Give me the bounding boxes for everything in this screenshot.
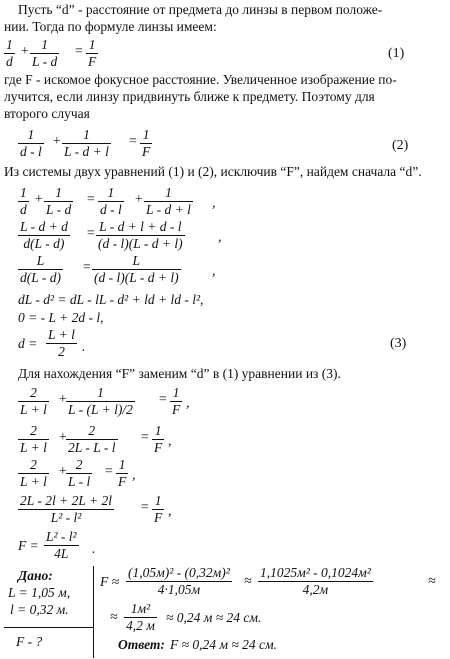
denominator: L - l [68, 474, 91, 489]
denominator: F [154, 440, 163, 455]
text-line: Для нахождения “F” заменим “d” в (1) уравнении из (3). [18, 366, 341, 381]
denominator: L + l [20, 474, 47, 489]
numerator: 2 [75, 457, 83, 472]
comma: , [212, 264, 216, 279]
period: . [92, 542, 96, 557]
denominator: 4·1,05м [157, 582, 201, 597]
answer-label: Ответ: [118, 637, 165, 652]
text-line: Из системы двух уравнений (1) и (2), исключив “F”, найдем сначала “d”. [4, 164, 422, 179]
numerator: 1 [83, 127, 90, 142]
comma: , [168, 434, 172, 449]
equation-line: dL - d² = dL - lL - d² + ld + ld - l², [18, 292, 204, 307]
numerator: 2 [30, 423, 37, 438]
fraction [170, 386, 182, 417]
fraction [18, 494, 114, 525]
numerator: 1 [107, 185, 115, 200]
plus-sign: + [58, 392, 68, 407]
numerator: (1,05м)² - (0,32м)² [128, 565, 230, 580]
fraction [86, 38, 98, 69]
equation-line: 0 = - L + 2d - l, [18, 310, 104, 325]
denominator: L - (L + l)/2 [68, 402, 133, 417]
numerator: 2 [88, 423, 96, 438]
fraction [18, 386, 49, 417]
equals-sign: = [128, 134, 138, 149]
denominator: 2L - L - l [68, 440, 116, 455]
denominator: 4,2 м [126, 618, 155, 633]
equals-sign: = [74, 44, 84, 59]
fraction [18, 254, 63, 285]
denominator: d - l [20, 144, 42, 159]
denominator: d(L - d) [23, 236, 65, 251]
numerator: 2L - 2l + 2L + 2l [20, 493, 112, 508]
denominator: d - l [100, 202, 122, 217]
fraction [62, 128, 111, 159]
numerator: 1 [55, 185, 62, 200]
text-line: лучится, если линзу придвинуть ближе к предмету. Поэтому для [4, 89, 375, 104]
plus-sign: + [52, 134, 62, 149]
text-line: Пусть “d” - расстояние от предмета до линзы в первом положе- [18, 2, 383, 17]
given-divider-vertical [93, 566, 94, 658]
given-divider-horizontal [4, 627, 93, 628]
numerator: 1м² [130, 601, 151, 616]
plus-sign: + [58, 430, 68, 445]
fraction [66, 386, 135, 417]
denominator: d [20, 202, 27, 217]
fraction [116, 458, 128, 489]
answer-text: F ≈ 0,24 м ≈ 24 см. [170, 637, 278, 652]
given-value-l: l = 0,32 м. [10, 602, 69, 617]
equation-label: F ≈ [100, 574, 120, 589]
numerator: 2 [30, 385, 37, 400]
fraction [152, 424, 164, 455]
numerator: 1 [165, 185, 172, 200]
numerator: 1 [27, 127, 35, 142]
fraction [44, 530, 79, 561]
denominator: F [172, 402, 181, 417]
comma: , [218, 230, 222, 245]
denominator: L + l [20, 402, 47, 417]
plus-sign: + [34, 192, 44, 207]
denominator: 4L [54, 546, 69, 561]
denominator: L - d [46, 202, 72, 217]
approx-sign: ≈ [428, 574, 436, 589]
equation-label: d = [18, 336, 38, 351]
numerator: L + l [48, 327, 75, 342]
equals-sign: = [86, 192, 96, 207]
text-line: второго случая [4, 106, 90, 121]
fraction [18, 186, 29, 217]
equals-sign: = [104, 464, 114, 479]
fraction [46, 328, 77, 359]
denominator: F [142, 144, 151, 159]
approx-sign: ≈ [110, 610, 118, 625]
denominator: L - d + l [146, 202, 191, 217]
approx-sign: ≈ [244, 574, 252, 589]
equals-sign: = [158, 392, 168, 407]
numerator: 1 [118, 457, 126, 472]
numerator: 1 [142, 127, 150, 142]
fraction [124, 602, 157, 633]
denominator: (d - l)(L - d + l) [98, 236, 183, 251]
result-tail: ≈ 0,24 м ≈ 24 см. [166, 610, 262, 625]
fraction [30, 38, 59, 69]
comma: , [132, 468, 136, 483]
fraction [44, 186, 73, 217]
given-title: Дано: [18, 568, 53, 583]
denominator: F [154, 510, 163, 525]
numerator: L - d + d [20, 219, 68, 234]
text-line: нии. Тогда по формуле линзы имеем: [4, 19, 217, 34]
denominator: L - d + l [64, 144, 109, 159]
find-label: F - ? [16, 634, 43, 649]
plus-sign: + [134, 192, 144, 207]
fraction [66, 458, 92, 489]
equals-sign: = [82, 260, 92, 275]
fraction [4, 38, 15, 69]
comma: , [212, 196, 216, 211]
numerator: 1 [172, 385, 180, 400]
plus-sign: + [20, 44, 30, 59]
equation-number: (2) [392, 138, 409, 153]
equals-sign: = [140, 430, 150, 445]
numerator: 1 [154, 423, 162, 438]
numerator: 1 [88, 37, 96, 52]
equals-sign: = [140, 500, 150, 515]
fraction [18, 220, 70, 251]
fraction [96, 220, 185, 251]
comma: , [168, 504, 172, 519]
fraction [66, 424, 118, 455]
numerator: L [132, 253, 141, 268]
period: . [82, 340, 86, 355]
numerator: L [36, 253, 45, 268]
plus-sign: + [58, 464, 68, 479]
fraction [152, 494, 164, 525]
denominator: (d - l)(L - d + l) [94, 270, 179, 285]
denominator: d(L - d) [20, 270, 62, 285]
comma: , [186, 396, 190, 411]
equation-label: F = [18, 538, 39, 553]
denominator: L² - l² [50, 510, 82, 525]
fraction [140, 128, 152, 159]
numerator: 1 [97, 385, 104, 400]
fraction [98, 186, 124, 217]
fraction [18, 128, 44, 159]
numerator: 1 [20, 185, 27, 200]
fraction [92, 254, 181, 285]
numerator: 2 [30, 457, 37, 472]
denominator: L + l [20, 440, 47, 455]
fraction [18, 424, 49, 455]
denominator: L - d [32, 54, 58, 69]
fraction [18, 458, 49, 489]
denominator: F [118, 474, 127, 489]
fraction [126, 566, 232, 597]
text-line: где F - искомое фокусное расстояние. Увеличенное изображение по- [4, 72, 397, 87]
equation-number: (1) [388, 46, 405, 61]
denominator: 2 [58, 344, 65, 359]
denominator: 4,2м [302, 582, 329, 597]
numerator: 1,1025м² - 0,1024м² [260, 565, 371, 580]
equals-sign: = [86, 226, 96, 241]
equation-number: (3) [390, 336, 407, 351]
given-value-L: L = 1,05 м, [8, 585, 71, 600]
fraction [258, 566, 373, 597]
numerator: L² - l² [46, 529, 77, 544]
denominator: F [88, 54, 97, 69]
denominator: d [6, 54, 13, 69]
fraction [144, 186, 193, 217]
numerator: L - d + l + d - l [99, 219, 182, 234]
numerator: 1 [154, 493, 162, 508]
numerator: 1 [41, 37, 48, 52]
numerator: 1 [6, 37, 13, 52]
